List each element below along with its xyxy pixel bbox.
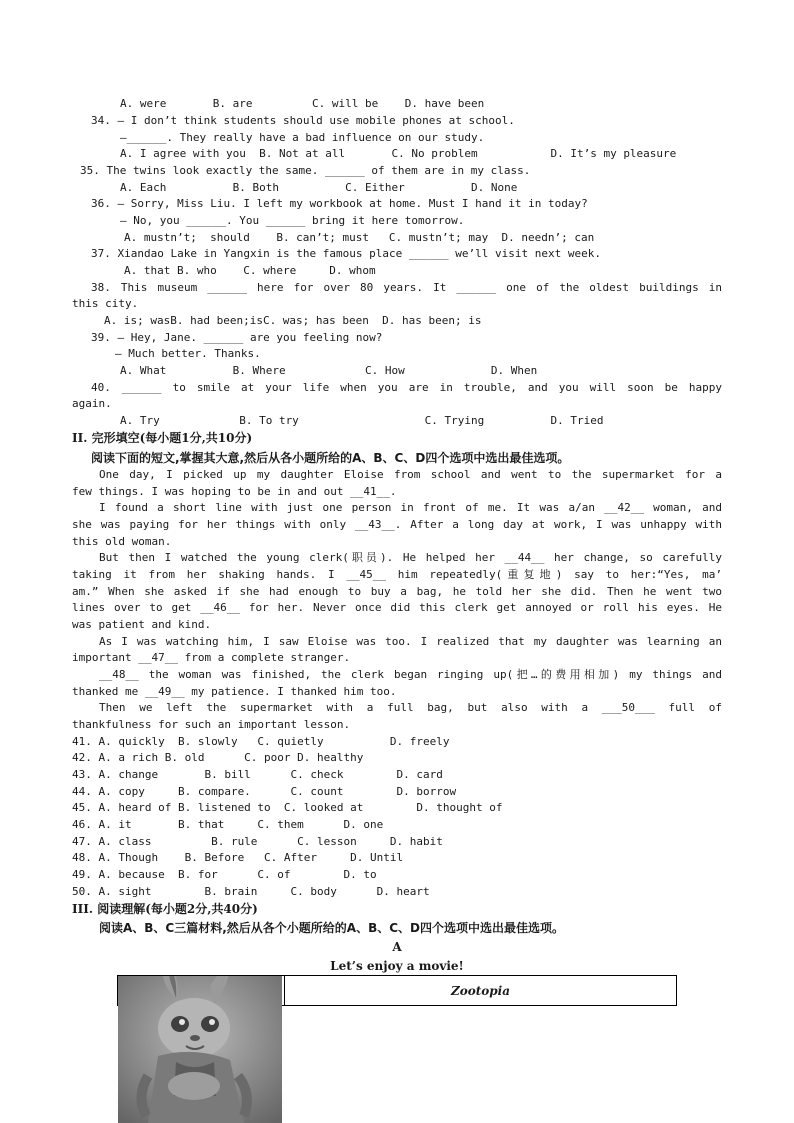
option-line: 43. A. change B. bill C. check D. card [72, 768, 443, 781]
option-line: 50. A. sight B. brain C. body D. heart [72, 885, 430, 898]
passage-line: One day, I picked up my daughter Eloise from school and went to the supermarket for a [99, 468, 722, 481]
option-line: 46. A. it B. that C. them D. one [72, 818, 384, 831]
q36-stem: 36. — Sorry, Miss Liu. I left my workbook at home. Must I hand it in today? [91, 197, 588, 210]
passage-line: this old woman. [72, 535, 172, 548]
movie-title: Zootopia [450, 984, 511, 998]
section-3-instruction: 阅读A、B、C三篇材料,然后从各个小题所给的A、B、C、D四个选项中选出最佳选项。 [99, 921, 565, 935]
movie-poster-image [118, 976, 282, 1123]
section-3-heading: III. 阅读理解(每小题2分,共40分) [72, 902, 258, 916]
q38-stem-cont: this city. [72, 297, 139, 310]
q40-stem: 40. ______ to smile at your life when you are in trouble, and you will soon be happy [91, 381, 722, 394]
section-2-instruction: 阅读下面的短文,掌握其大意,然后从各小题所给的A、B、C、D四个选项中选出最佳选项。 [91, 451, 570, 465]
q35-options: A. Each B. Both C. Either D. None [120, 181, 518, 194]
option-line: 44. A. copy B. compare. C. count D. borrow [72, 785, 457, 798]
q39-stem: 39. — Hey, Jane. ______ are you feeling now? [91, 331, 383, 344]
passage-line: As I was watching him, I saw Eloise was too. I realized that my daughter was learning an [99, 635, 722, 648]
option-line: 47. A. class B. rule C. lesson D. habit [72, 835, 443, 848]
q33-options: A. were B. are C. will be D. have been [120, 97, 485, 110]
option-line: 49. A. because B. for C. of D. to [72, 868, 377, 881]
q34-reply: —______. They really have a bad influence on our study. [120, 131, 485, 144]
passage-line: thanked me __49__ my patience. I thanked him too. [72, 685, 397, 698]
passage-line: important __47__ from a complete stranger. [72, 651, 351, 664]
q34-stem: 34. — I don’t think students should use mobile phones at school. [91, 114, 515, 127]
option-line: 48. A. Though B. Before C. After D. Until [72, 851, 404, 864]
passage-line: But then I watched the young clerk(职员). He helped her __44__ her change, so carefully [99, 551, 722, 564]
q39-options: A. What B. Where C. How D. When [120, 364, 538, 377]
passage-line: Then we left the supermarket with a full bag, but also with a ___50___ full of [99, 701, 722, 714]
q37-options: A. that B. who C. where D. whom [124, 264, 376, 277]
passage-line: she was paying for her things with only __43__. After a long day at work, I was unhappy with [72, 518, 722, 531]
q36-reply: — No, you ______. You ______ bring it here tomorrow. [120, 214, 465, 227]
passage-line: am.” When she asked if she had enough to buy a bag, he told her she did. Then he went two [72, 585, 722, 598]
passage-a-title: Let’s enjoy a movie! [330, 959, 464, 973]
q40-stem-cont: again. [72, 397, 112, 410]
option-line: 41. A. quickly B. slowly C. quietly D. freely [72, 735, 450, 748]
option-line: 42. A. a rich B. old C. poor D. healthy [72, 751, 364, 764]
section-2-heading: II. 完形填空(每小题1分,共10分) [72, 431, 253, 445]
q39-reply: — Much better. Thanks. [115, 347, 261, 360]
q38-options: A. is; wasB. had been;isC. was; has been D. has been; is [104, 314, 482, 327]
passage-line: lines over to get __46__ for her. Never once did this clerk get annoyed or roll his eyes. He [72, 601, 722, 614]
q35-stem: 35. The twins look exactly the same. ______ of them are in my class. [80, 164, 531, 177]
option-line: 45. A. heard of B. listened to C. looked at D. thought of [72, 801, 503, 814]
passage-line: __48__ the woman was finished, the clerk began ringing up(把…的费用相加) my things and [99, 668, 722, 681]
q37-stem: 37. Xiandao Lake in Yangxin is the famous place ______ we’ll visit next week. [91, 247, 601, 260]
passage-line: few things. I was hoping to be in and out __41__. [72, 485, 397, 498]
passage-line: I found a short line with just one person in front of me. It was a/an __42__ woman, and [99, 501, 722, 514]
q36-options: A. mustn’t; should B. can’t; must C. mustn’t; may D. needn’; can [124, 231, 595, 244]
passage-a-label: A [392, 940, 402, 954]
q40-options: A. Try B. To try C. Trying D. Tried [120, 414, 604, 427]
q34-options: A. I agree with you B. Not at all C. No problem D. It’s my pleasure [120, 147, 677, 160]
passage-line: was patient and kind. [72, 618, 212, 631]
passage-line: thankfulness for such an important lesson. [72, 718, 351, 731]
q38-stem: 38. This museum ______ here for over 80 years. It ______ one of the oldest buildings in [91, 281, 722, 294]
passage-line: taking it from her shaking hands. I __45__ him repeatedly(重复地) say to her:“Yes, ma’ [72, 568, 722, 581]
